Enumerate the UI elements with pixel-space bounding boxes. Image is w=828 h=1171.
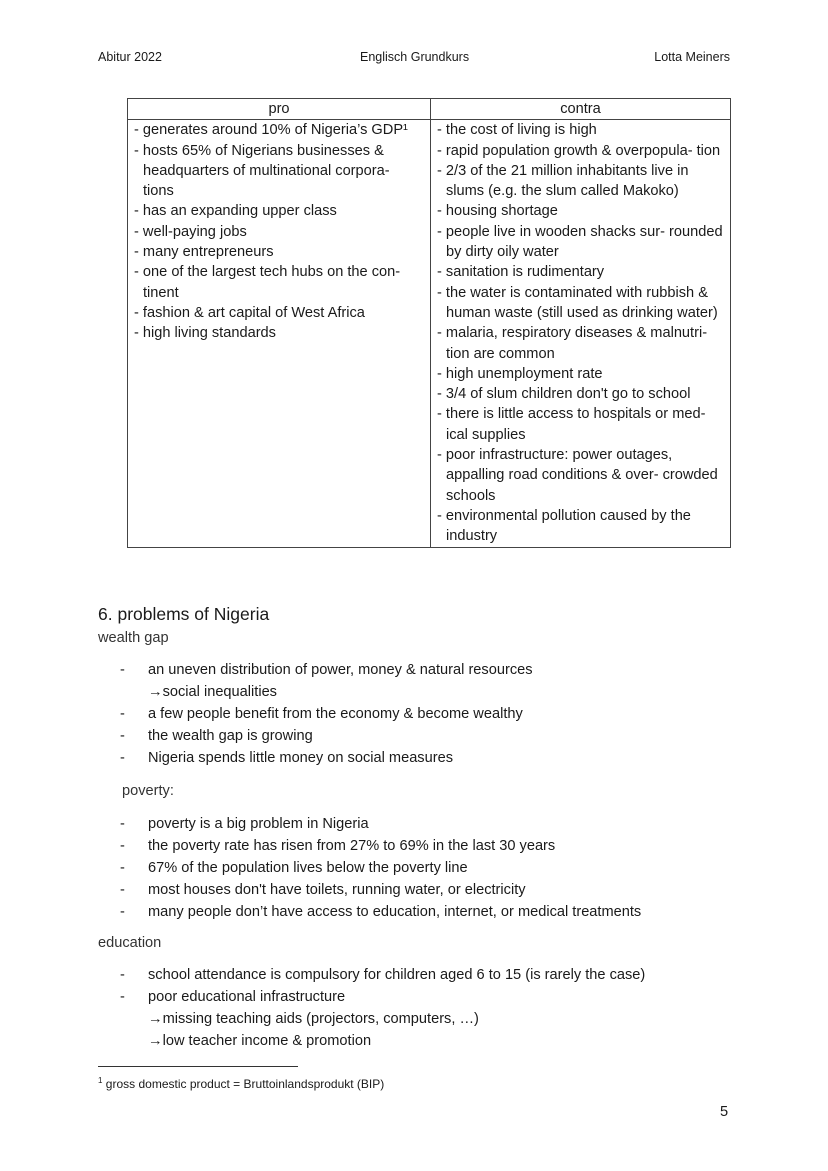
dash-bullet-icon: - xyxy=(120,904,125,920)
pro-item: - generates around 10% of Nigeria’s GDP¹ xyxy=(134,122,408,139)
page-number: 5 xyxy=(720,1104,729,1120)
dash-bullet-icon: - xyxy=(120,882,125,898)
pro-item: - well-paying jobs xyxy=(134,223,247,240)
contra-item: - poor infrastructure: power outages, appalling road conditions & over- crowded schools xyxy=(437,447,718,504)
footnote-text: gross domestic product = Bruttoinlandsprodukt (BIP) xyxy=(105,1077,385,1091)
dash-bullet-icon: - xyxy=(120,860,125,876)
wealth-gap-list xyxy=(120,659,760,769)
dash-bullet-icon: - xyxy=(120,816,125,832)
list-item-text: school attendance is compulsory for children aged 6 to 15 (is rarely the case) xyxy=(148,967,646,983)
pro-item: - many entrepreneurs xyxy=(134,244,274,261)
list-item-text: most houses don't have toilets, running water, or electricity xyxy=(148,882,526,898)
dash-bullet-icon: - xyxy=(120,750,125,766)
list-item xyxy=(120,901,760,923)
list-item-text: Nigeria spends little money on social measures xyxy=(148,750,453,766)
dash-bullet-icon: - xyxy=(120,838,125,854)
pro-item: - one of the largest tech hubs on the con- tinent xyxy=(134,264,401,301)
list-item xyxy=(120,747,760,769)
header-exam-year: Abitur 2022 xyxy=(98,50,162,64)
list-item xyxy=(120,857,760,879)
list-item-text: social inequalities xyxy=(162,684,277,700)
list-item xyxy=(120,725,760,747)
section-title: 6. problems of Nigeria xyxy=(98,604,270,624)
list-item-text: an uneven distribution of power, money & natural resources xyxy=(148,662,533,678)
list-item-text: the wealth gap is growing xyxy=(148,728,313,744)
contra-item: - 2/3 of the 21 million inhabitants live in slums (e.g. the slum called Makoko) xyxy=(437,162,689,200)
header-author: Lotta Meiners xyxy=(654,50,730,64)
list-item xyxy=(120,986,760,1008)
arrow-icon: → xyxy=(148,684,163,700)
footnote-marker: 1 xyxy=(98,1076,103,1085)
contra-item: - high unemployment rate xyxy=(437,365,603,382)
pro-item: - fashion & art capital of West Africa xyxy=(134,304,365,321)
contra-item: - there is little access to hospitals or med- ical supplies xyxy=(437,406,706,443)
list-item xyxy=(120,659,760,681)
sub-list-item xyxy=(120,1030,760,1052)
arrow-icon: → xyxy=(148,1033,163,1049)
contra-item: - sanitation is rudimentary xyxy=(437,264,605,281)
contra-item: - rapid population growth & overpopula- tion xyxy=(437,142,721,159)
education-heading: education xyxy=(98,935,162,951)
contra-item: - housing shortage xyxy=(437,203,558,220)
list-item xyxy=(120,835,760,857)
table-row xyxy=(128,120,731,547)
dash-bullet-icon: - xyxy=(120,728,125,744)
pro-item: - high living standards xyxy=(134,325,276,342)
footnote xyxy=(98,1076,384,1091)
list-item-text: low teacher income & promotion xyxy=(162,1033,372,1049)
dash-bullet-icon: - xyxy=(120,967,125,983)
contra-header: contra xyxy=(431,99,731,120)
sub-list-item xyxy=(120,681,760,703)
list-item-text: a few people benefit from the economy & become wealthy xyxy=(148,706,523,722)
list-item-text: the poverty rate has risen from 27% to 69% in the last 30 years xyxy=(148,838,556,854)
dash-bullet-icon: - xyxy=(120,989,125,1005)
list-item xyxy=(120,703,760,725)
header-course: Englisch Grundkurs xyxy=(360,50,470,64)
table-header-row xyxy=(128,99,731,120)
list-item xyxy=(120,879,760,901)
contra-cell xyxy=(431,120,731,547)
dash-bullet-icon: - xyxy=(120,706,125,722)
contra-item: - the water is contaminated with rubbish & human waste (still used as drinking water) xyxy=(437,284,718,321)
list-item xyxy=(120,964,760,986)
pro-header: pro xyxy=(128,99,431,120)
contra-item: - 3/4 of slum children don't go to school xyxy=(437,386,691,403)
arrow-icon: → xyxy=(148,1011,163,1027)
list-item-text: many people don’t have access to education, internet, or medical treatments xyxy=(148,904,642,920)
dash-bullet-icon: - xyxy=(120,662,125,678)
contra-item: - people live in wooden shacks sur- rounded by dirty oily water xyxy=(437,223,723,261)
poverty-heading: poverty: xyxy=(122,783,174,799)
contra-item: - the cost of living is high xyxy=(437,122,597,139)
contra-list xyxy=(437,120,724,546)
pro-contra-table xyxy=(127,98,731,548)
poverty-list xyxy=(120,813,760,923)
list-item-text: poor educational infrastructure xyxy=(148,989,346,1005)
page-header xyxy=(98,50,730,66)
contra-item: - environmental pollution caused by the industry xyxy=(437,507,691,545)
list-item-text: poverty is a big problem in Nigeria xyxy=(148,816,369,832)
contra-item: - malaria, respiratory diseases & malnutri- tion are common xyxy=(437,325,708,362)
list-item-text: 67% of the population lives below the poverty line xyxy=(148,860,468,876)
list-item xyxy=(120,813,760,835)
pro-item: - hosts 65% of Nigerians businesses & headquarters of multinational corpora- tions xyxy=(134,142,390,200)
sub-list-item xyxy=(120,1008,760,1030)
footnote-divider xyxy=(98,1066,298,1067)
list-item-text: missing teaching aids (projectors, computers, …) xyxy=(162,1011,479,1027)
pro-item: - has an expanding upper class xyxy=(134,203,337,220)
education-list xyxy=(120,964,760,1052)
wealth-gap-heading: wealth gap xyxy=(98,630,169,646)
pro-list xyxy=(134,120,424,343)
pro-cell xyxy=(128,120,431,547)
